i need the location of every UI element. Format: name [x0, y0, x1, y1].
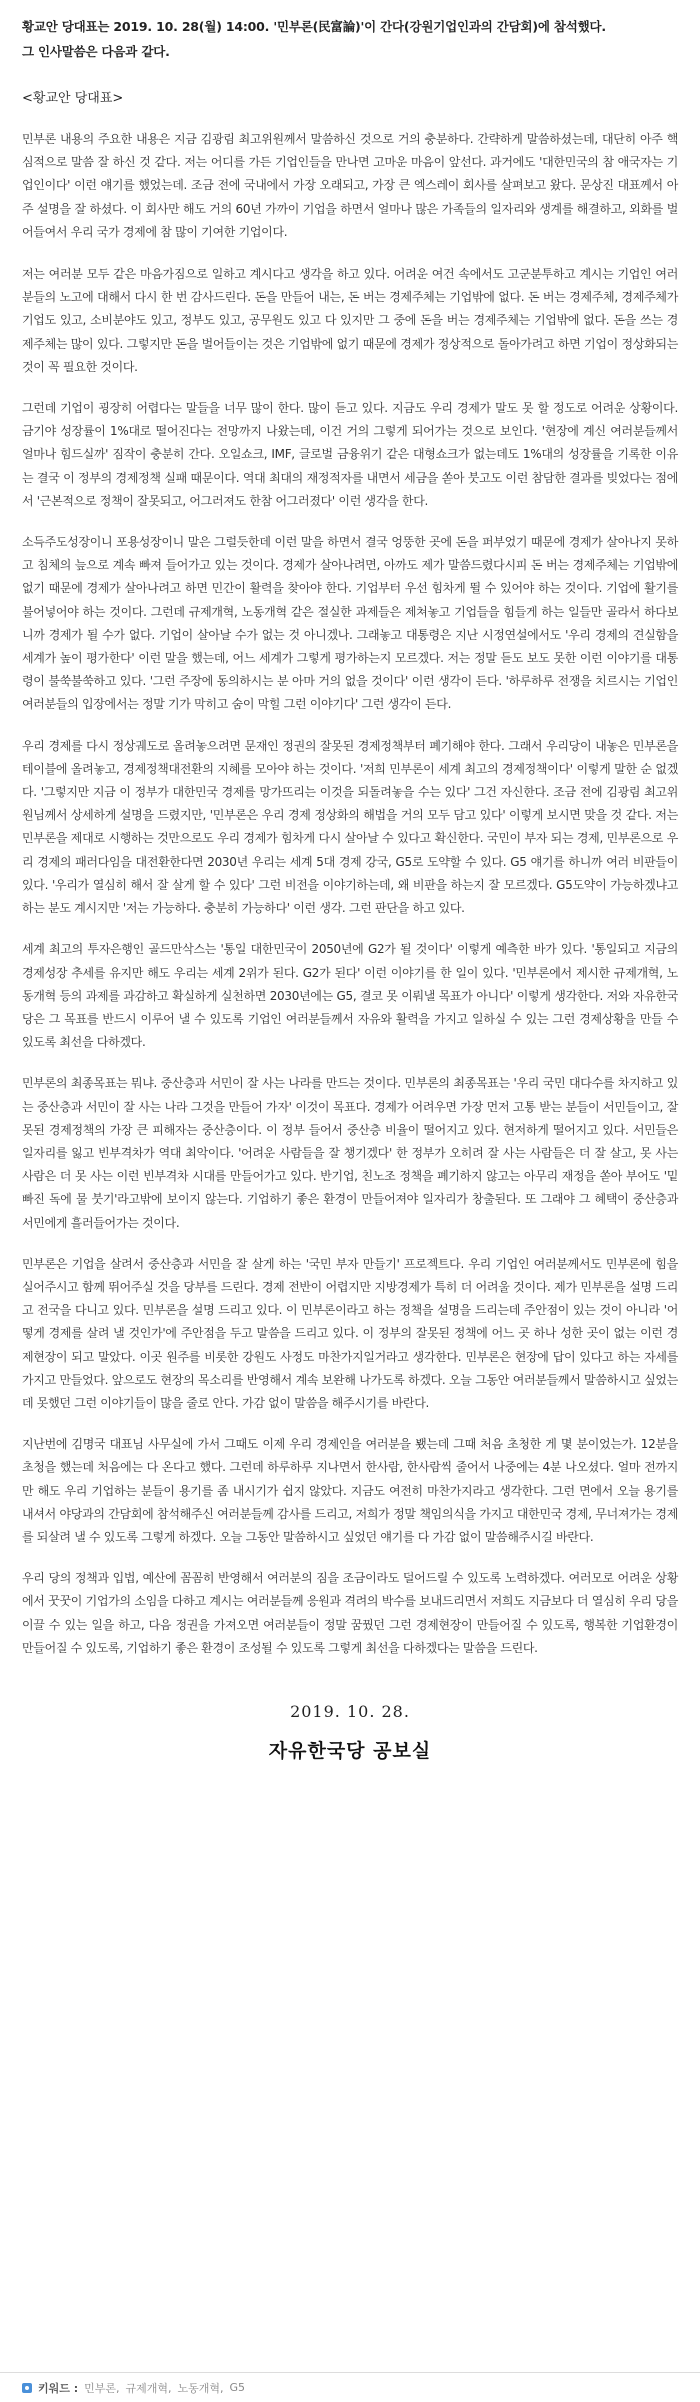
speech-paragraph: 세계 최고의 투자은행인 골드만삭스는 '통일 대한민국이 2050년에 G2가 될 것이다' 이렇게 예측한 바가 있다. '통일되고 지금의 경제성장 추세를 유지만 해도 우리는 세계 2위가 된다. G2가 된다' 이런 이야기를 한 일이 있다. '민부론에서 제시한 규제개혁, 노동개혁 등의 과제를 과감하고 확실하게 실천하면 2030년에는 G5, 결코 못 이뤄낼 목표가 아니다' 이렇게 생각한다. 저와 자유한국당은 그 목표를 반드시 이루어 낼 수 있도록 기업인 여러분들께서 자유와 활력을 가지고 일하실 수 있는 그런 경제상황을 만들 수 있도록 최선을 다하겠다.: [22, 942, 679, 1050]
speech-body: [22, 128, 678, 1660]
keyword-link[interactable]: G5: [229, 2381, 246, 2394]
issuing-office: 자유한국당 공보실: [268, 1739, 432, 1762]
keyword-footer: [0, 2372, 700, 2402]
signature-block: [22, 1700, 678, 1766]
release-date: 2019. 10. 28.: [290, 1701, 410, 1721]
speaker-heading: <황교안 당대표>: [22, 91, 124, 106]
speech-paragraph: 소득주도성장이니 포용성장이니 말은 그럴듯한데 이런 말을 하면서 결국 엉뚱한 곳에 돈을 퍼부었기 때문에 경제가 살아나지 못하고 침체의 늪으로 계속 빠져 들어가고 있는 것이다. 경제가 살아나려면, 아까도 제가 말씀드렸다시피 돈 버는 경제주체는 기업밖에 없기 때문에 경제가 살아나려고 하면 민간이 활력을 찾아야 한다. 기업부터 우선 힘차게 뛸 수 있어야 하는 것이다. 기업에 활기를 불어넣어야 하는 것이다. 그런데 규제개혁, 노동개혁 같은 절실한 과제들은 제쳐놓고 기업들을 힘들게 하는 일들만 골라서 하다보니까 경제가 될 수가 없다. 기업이 살아날 수가 없는 것 아니겠나. 그래놓고 대통령은 지난 시정연설에서도 '우리 경제의 견실함을 세계가 높이 평가한다' 이런 말을 했는데, 어느 세계가 그렇게 평가하는지 모르겠다. 저는 정말 듣도 보도 못한 이런 이야기를 대통령이 불쑥불쑥하고 있다. '그런 주장에 동의하시는 분 아마 거의 없을 것이다' 이런 생각이 든다. '하루하루 전쟁을 치르시는 기업인 여러분들의 입장에서는 정말 기가 막히고 숨이 막힐 그런 이야기다' 그런 생각이 든다.: [22, 535, 678, 712]
speech-paragraph: 우리 경제를 다시 정상궤도로 올려놓으려면 문재인 정권의 잘못된 경제정책부터 폐기해야 한다. 그래서 우리당이 내놓은 민부론을 테이블에 올려놓고, 경제정책대전환의 지혜를 모아야 하는 것이다. '저희 민부론이 세계 최고의 경제정책이다' 이렇게 말한 순 없겠다. '그렇지만 지금 이 정부가 대한민국 경제를 망가뜨리는 이것을 되돌려놓을 수는 있다' 그건 자신한다. 조금 전에 김광림 최고위원님께서 상세하게 설명을 드렸지만, '민부론은 우리 경제 정상화의 해법을 거의 모두 담고 있다' 이렇게 보시면 맞을 것 같다. 저는 민부론을 제대로 시행하는 것만으로도 우리 경제가 힘차게 다시 살아날 수 있다고 확신한다. 국민이 부자 되는 경제, 민부론으로 우리 경제의 패러다임을 대전환한다면 2030년 우리는 세계 5대 경제 강국, G5로 도약할 수 있다. G5 얘기를 하니까 여러 비판들이 있다. '우리가 열심히 해서 잘 살게 할 수 있다' 그런 비전을 이야기하는데, 왜 비판을 하는지 잘 모르겠다. G5도약이 가능하겠냐고 하는 분도 계시지만 '저는 가능하다. 충분히 가능하다' 이런 생각. 그런 판단을 하고 있다.: [22, 738, 678, 916]
lead-line-2: 그 인사말씀은 다음과 같다.: [22, 44, 170, 59]
keyword-link[interactable]: 민부론,: [84, 2381, 120, 2395]
lead-statement: [22, 14, 678, 64]
speech-paragraph: 민부론의 최종목표는 뭐냐. 중산층과 서민이 잘 사는 나라를 만드는 것이다. 민부론의 최종목표는 '우리 국민 대다수를 차지하고 있는 중산층과 서민이 잘 사는 나라 그것을 만들어 가자' 이것이 목표다. 경제가 어려우면 가장 먼저 고통 받는 분들이 서민들이고, 잘못된 경제정책의 가장 큰 피해자는 중산층이다. 이 정부 들어서 중산층 비율이 떨어지고 있다. 현저하게 떨어지고 있다. 서민들은 일자리를 잃고 빈부격차가 역대 최악이다. '어려운 사람들을 잘 챙기겠다' 한 정부가 오히려 잘 사는 사람들은 더 잘 살고, 못 사는 사람은 더 못 사는 이런 빈부격차 시대를 만들어가고 있다. 반기업, 친노조 정책을 폐기하지 않고는 아무리 재정을 쏟아 부어도 '밑 빠진 독에 물 붓기'라고밖에 보이지 않는다. 기업하기 좋은 환경이 만들어져야 일자리가 창출된다. 또 그래야 그 혜택이 중산층과 서민에게 흘러들어가는 것이다.: [22, 1076, 678, 1230]
speech-paragraph: 지난번에 김명국 대표님 사무실에 가서 그때도 이제 우리 경제인을 여러분을 뵀는데 그때 처음 초청한 게 몇 분이었는가. 12분을 초청을 했는데 처음에는 다 온다고 했다. 그런데 하루하루 지나면서 한사람, 한사람씩 줄어서 나중에는 4분 나오셨다. 얼마 전까지만 해도 우리 기업하는 분들이 용기를 좀 내시기가 쉽지 않았다. 지금도 여전히 마찬가지라고 생각한다. 그런 면에서 오늘 용기를 내셔서 야당과의 간담회에 참석해주신 여러분들께 감사를 드리고, 저희가 정말 책임의식을 가지고 대한민국 경제, 무너져가는 경제를 되살려 낼 수 있도록 그렇게 하겠다. 오늘 그동안 말씀하시고 싶었던 얘기를 다 가감 없이 말씀해주시길 바란다.: [22, 1437, 678, 1544]
keyword-link[interactable]: 노동개혁,: [177, 2381, 224, 2395]
speech-paragraph: 민부론 내용의 주요한 내용은 지금 김광림 최고위원께서 말씀하신 것으로 거의 충분하다. 간략하게 말씀하셨는데, 대단히 아주 핵심적으로 말씀 잘 하신 것 같다. 저는 어디를 가든 기업인들을 만나면 고마운 마음이 앞선다. 과거에도 '대한민국의 참 애국자는 기업인이다' 이런 얘기를 했었는데. 조금 전에 국내에서 가장 오래되고, 가장 큰 엑스레이 회사를 살펴보고 왔다. 문상진 대표께서 아주 설명을 잘 하셨다. 이 회사만 해도 거의 60년 가까이 기업을 하면서 얼마나 많은 가족들의 일자리와 생계를 해결하고, 외화를 벌어들여서 우리 국가 경제에 참 많이 기여한 기업이다.: [22, 132, 678, 239]
speech-paragraph: 민부론은 기업을 살려서 중산층과 서민을 잘 살게 하는 '국민 부자 만들기' 프로젝트다. 우리 기업인 여러분께서도 민부론에 힘을 실어주시고 함께 뛰어주실 것을 당부를 드린다. 경제 전반이 어렵지만 지방경제가 특히 더 어려울 것이다. 제가 민부론을 설명 드리고 전국을 다니고 있다. 민부론을 설명 드리고 있다. 이 민부론이라고 하는 정책을 설명을 드리는데 주안점이 있는 것이 아니라 '어떻게 경제를 살려 낼 것인가'에 주안점을 두고 말씀을 드리고 있다. 이 정부의 잘못된 정책에 어느 곳 하나 성한 곳이 없는 이런 경제현장이 되고 말았다. 이곳 원주를 비롯한 강원도 사정도 마찬가지일거라고 생각한다. 민부론은 현장에 답이 있다고 하는 자세를 가지고 만들었다. 앞으로도 현장의 목소리를 반영해서 계속 보완해 나가도록 하겠다. 오늘 그동안 여러분들께서 말씀하시고 싶었는데 못했던 그런 이야기들이 많을 줄로 안다. 가감 없이 말씀을 해주시기를 바란다.: [22, 1256, 679, 1410]
keyword-icon: [22, 2383, 32, 2393]
keyword-label: 키워드 :: [38, 2381, 79, 2395]
speech-paragraph: 우리 당의 정책과 입법, 예산에 꼼꼼히 반영해서 여러분의 짐을 조금이라도 덜어드릴 수 있도록 노력하겠다. 여러모로 어려운 상황에서 꿋꿋이 기업가의 소임을 다하고 계시는 여러분들께 응원과 격려의 박수를 보내드리면서 저희도 지금보다 더 열심히 우리 당을 이끌 수 있는 일을 하고, 다음 정권을 가져오면 여러분들이 정말 꿈꿨던 그런 경제현장이 만들어질 수 있도록, 행복한 기업환경이 만들어질 수 있도록, 기업하기 좋은 환경이 조성될 수 있도록 그렇게 최선을 다하겠다는 말씀을 드린다.: [22, 1571, 678, 1655]
speech-paragraph: 저는 여러분 모두 같은 마음가짐으로 일하고 계시다고 생각을 하고 있다. 어려운 여건 속에서도 고군분투하고 계시는 기업인 여러분들의 노고에 대해서 다시 한 번 감사드린다. 돈을 만들어 내는, 돈 버는 경제주체는 기업밖에 없다. 돈 버는 경제주체, 경제주체가 기업도 있고, 소비분야도 있고, 정부도 있고, 공무원도 있고 다 있지만 그 중에 돈을 버는 경제주체는 기업밖에 없다. 돈을 쓰는 경제주체는 많이 있다. 그렇지만 돈을 벌어들이는 것은 기업밖에 없기 때문에 경제가 정상적으로 돌아가려고 하면 기업이 정상화되는 것이 꼭 필요한 것이다.: [22, 267, 678, 374]
lead-line-1: 황교안 당대표는 2019. 10. 28(월) 14:00. '민부론(民富論)'이 간다(강원기업인과의 간담회)에 참석했다.: [22, 19, 606, 34]
keyword-link[interactable]: 규제개혁,: [125, 2381, 172, 2395]
speech-paragraph: 그런데 기업이 굉장히 어렵다는 말들을 너무 많이 한다. 많이 듣고 있다. 지금도 우리 경제가 말도 못 할 정도로 어려운 상황이다. 금기야 성장률이 1%대로 떨어진다는 전망까지 나왔는데, 이건 거의 그렇게 되어가는 것으로 보인다. '현장에 계신 여러분들께서 얼마나 힘드실까' 짐작이 충분히 간다. 오일쇼크, IMF, 글로벌 금융위기 같은 대형쇼크가 없는데도 1%대의 성장률을 기록한 이유는 결국 이 정부의 경제정책 실패 때문이다. 역대 최대의 재정적자를 내면서 세금을 쏟아 붓고도 이런 참담한 결과를 빚었다는 점에서 '근본적으로 정책이 잘못되고, 어그러져도 한참 어그러졌다' 이런 생각을 한다.: [22, 401, 678, 508]
